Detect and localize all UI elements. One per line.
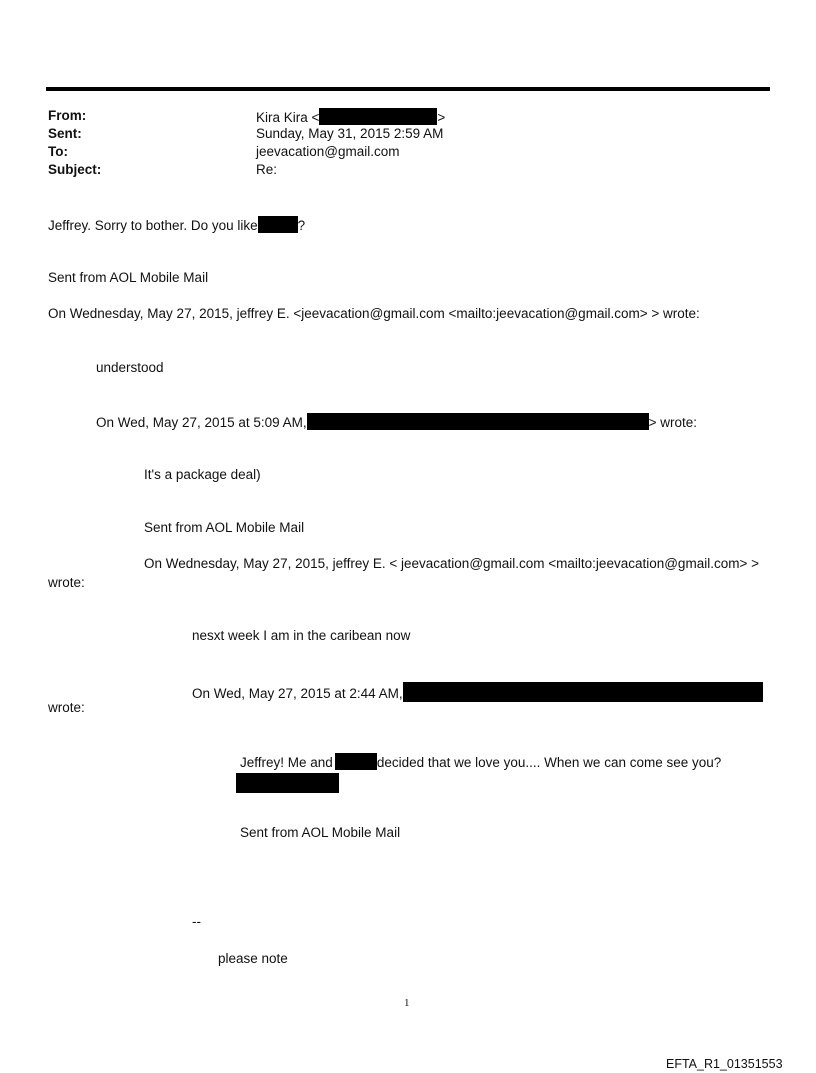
sent-value: Sunday, May 31, 2015 2:59 AM — [256, 126, 444, 141]
sent-label: Sent: — [48, 126, 82, 141]
quote-2-header-text: On Wed, May 27, 2015 at 5:09 AM, — [96, 415, 307, 430]
redaction-block — [236, 773, 339, 793]
signature-1: Sent from AOL Mobile Mail — [48, 270, 209, 285]
quote-4-header-text: On Wed, May 27, 2015 at 2:44 AM, — [192, 686, 403, 701]
subject-value: Re: — [256, 162, 278, 177]
from-label: From: — [48, 108, 87, 123]
quote-1-header: On Wednesday, May 27, 2015, jeffrey E. <jeevacation@gmail.com <mailto:jeevacation@gmail.com> > wrote: — [48, 306, 700, 321]
signature-3: Sent from AOL Mobile Mail — [240, 825, 401, 840]
quote-4-header — [192, 682, 763, 702]
redaction-block — [307, 413, 649, 430]
love-line-text: Jeffrey! Me and — [240, 755, 333, 770]
quote-4-wrote: wrote: — [48, 700, 85, 715]
bates-number: EFTA_R1_01351553 — [666, 1057, 783, 1071]
next-week: nesxt week I am in the caribean now — [192, 628, 411, 643]
page-number: 1 — [404, 997, 410, 1009]
redaction-block — [335, 753, 377, 770]
body-line-1 — [48, 216, 305, 234]
please-note: please note — [218, 951, 288, 966]
reply-understood: understood — [96, 360, 164, 375]
signature-2: Sent from AOL Mobile Mail — [144, 520, 305, 535]
love-line-end: decided that we love you.... When we can come see you? — [376, 755, 722, 770]
quote-3-header: On Wednesday, May 27, 2015, jeffrey E. < jeevacation@gmail.com <mailto:jeevacation@gmail.com> > — [144, 556, 759, 571]
from-name: Kira Kira < — [256, 110, 320, 125]
love-line — [240, 753, 721, 771]
from-close: > — [437, 110, 446, 125]
from-value — [256, 108, 445, 126]
to-label: To: — [48, 144, 68, 159]
package-deal: It's a package deal) — [144, 467, 261, 482]
quote-2-header-end: > wrote: — [648, 415, 698, 430]
redaction-block — [258, 216, 298, 233]
quote-3-wrote: wrote: — [48, 575, 85, 590]
body-line-1-end: ? — [297, 218, 306, 233]
redaction-block — [403, 682, 763, 702]
subject-label: Subject: — [48, 162, 102, 177]
header-rule — [46, 87, 770, 91]
quote-2-header — [96, 413, 697, 431]
redaction-block — [319, 108, 437, 125]
body-line-1-text: Jeffrey. Sorry to bother. Do you like — [48, 218, 258, 233]
to-value: jeevacation@gmail.com — [256, 144, 400, 159]
dashes: -- — [192, 914, 201, 929]
